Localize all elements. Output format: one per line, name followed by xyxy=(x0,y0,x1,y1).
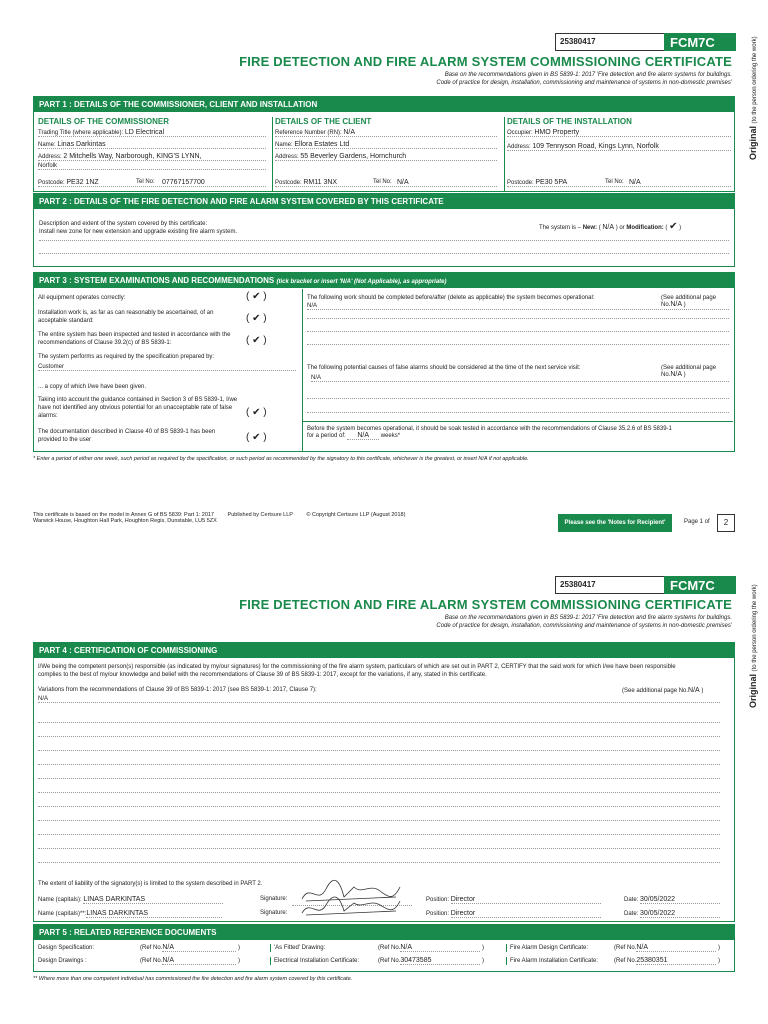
variations-line xyxy=(38,735,720,737)
false-line xyxy=(307,397,729,399)
client-ref[interactable]: N/A xyxy=(343,129,356,136)
description-value[interactable]: Install new zone for new extension and upgrade existing fire alarm system. xyxy=(39,229,238,235)
installation-postcode-label: Postcode: xyxy=(507,180,534,186)
side-note: (to the person ordering the work) xyxy=(752,36,758,124)
description-line xyxy=(39,252,729,254)
part3-checklist xyxy=(38,291,300,451)
reference-item: Design Specification: (Ref No.N/A ) xyxy=(38,944,241,951)
ref-no-label: (Ref No. xyxy=(614,945,637,951)
position-label: Position: xyxy=(426,911,450,917)
position-value[interactable]: Director xyxy=(451,896,601,904)
commissioner-tel[interactable]: 07767157700 xyxy=(162,179,205,186)
footer-published: Published by Certsure LLP xyxy=(227,512,293,518)
part3-heading-text: PART 3 : SYSTEM EXAMINATIONS AND RECOMMENDATIONS xyxy=(39,276,275,285)
client-ref-label: Reference Number (RN): xyxy=(275,130,342,136)
work-line xyxy=(307,330,729,332)
check-tick[interactable]: ✔ xyxy=(252,432,261,443)
reference-label: Fire Alarm Design Certificate: xyxy=(510,945,589,951)
signature-2-image[interactable] xyxy=(296,895,406,921)
installation-postcode[interactable]: PE30 5PA xyxy=(535,179,568,186)
commissioner-address-1[interactable]: 2 Mitchells Way, Narborough, KING'S LYNN, xyxy=(63,153,202,160)
statement-line-2: complies to the best of my/our knowledge and belief with the recommendations of Clause 39 of BS 5839-1: 2017, except for the variations, if any, stated in this certificate. xyxy=(38,672,487,678)
work-page-ref: (See additional page No.N/A ) xyxy=(661,295,717,308)
variations-line xyxy=(38,847,720,849)
footer xyxy=(33,512,453,524)
weeks-label: weeks* xyxy=(380,433,401,439)
variations-line xyxy=(38,791,720,793)
serial-number: 25380417 xyxy=(555,576,667,594)
commissioner-postcode[interactable]: PE32 1NZ xyxy=(66,179,99,186)
soak-test xyxy=(303,421,733,443)
part5-heading: PART 5 : RELATED REFERENCE DOCUMENTS xyxy=(34,925,734,940)
reference-label: Fire Alarm Installation Certificate: xyxy=(510,958,599,964)
subtitle xyxy=(272,614,732,630)
reference-label: 'As Fitted' Drawing: xyxy=(274,945,326,951)
date-1 xyxy=(624,896,720,904)
trading-label: Trading Title (where applicable): xyxy=(38,130,124,136)
false-page-value[interactable]: N/A xyxy=(670,371,683,378)
check-text: The documentation described in Clause 40 of BS 5839-1 has been provided to the user xyxy=(38,429,216,443)
commissioner-postcode-label: Postcode: xyxy=(38,180,65,186)
reference-item: Electrical Installation Certificate: (Ref No.30473585 ) xyxy=(270,957,498,965)
work-line xyxy=(307,343,729,345)
period-value[interactable]: N/A xyxy=(347,432,379,440)
client-address[interactable]: 55 Beverley Gardens, Hornchurch xyxy=(300,153,407,160)
installation-tel[interactable]: N/A xyxy=(629,179,641,186)
side-label xyxy=(748,584,758,708)
check-box[interactable]: ( ✔ ) xyxy=(246,291,267,302)
see-page-label: (See additional page No. xyxy=(661,295,717,308)
commissioner-name-label: Name: xyxy=(38,142,56,148)
variations-line xyxy=(38,805,720,807)
installation-tel-label: Tel No: xyxy=(605,179,624,185)
signature-2 xyxy=(260,910,287,916)
description-line xyxy=(39,239,729,241)
liability-statement: The extent of liability of the signatory(s) is limited to the system described in PART 2. xyxy=(38,881,263,887)
side-label xyxy=(748,36,758,160)
signature-label: Signature: xyxy=(260,896,288,902)
variations-line xyxy=(38,819,720,821)
variations-label: Variations from the recommendations of Clause 39 of BS 5839-1: 2017 (see BS 5839-1: 2017, Clause 7): xyxy=(38,687,317,693)
check-box[interactable]: ( ✔ ) xyxy=(246,335,267,346)
part5-section xyxy=(33,924,735,972)
position-1 xyxy=(426,896,601,904)
subtitle xyxy=(272,71,732,87)
subtitle-line-2: Code of practice for design, installation, commissioning and maintenance of systems in non-domestic premises' xyxy=(436,623,732,629)
reference-item: Fire Alarm Installation Certificate: (Ref No.25380351 ) xyxy=(506,957,734,965)
modification-label: Modification: xyxy=(626,225,664,231)
commissioner-address-2[interactable]: Norfolk xyxy=(38,163,266,170)
variations-page-ref: (See additional page No.N/A ) xyxy=(622,687,704,694)
subtitle-line-1: Base on the recommendations given in BS 5839-1: 2017 'Fire detection and fire alarm systems for buildings. xyxy=(444,72,732,78)
reference-label: Electrical Installation Certificate: xyxy=(274,958,360,964)
date-label: Date: xyxy=(624,897,639,903)
side-label-text: Original xyxy=(748,125,758,160)
false-alarm-label: The following potential causes of false alarms should be considered at the time of the next service visit: xyxy=(307,365,581,371)
date-2 xyxy=(624,910,720,918)
part4-heading: PART 4 : CERTIFICATION OF COMMISSIONING xyxy=(34,643,734,658)
side-label-text: Original xyxy=(748,673,758,708)
name-value[interactable]: LINAS DARKINTAS xyxy=(86,910,222,918)
statement-line-1: I/We being the competent person(s) responsible (as indicated by my/our signatures) for the commissioning of the fire alarm system, particulars of which are set out in PART 2, CERTIFY that the said work for which I/we have been responsible xyxy=(38,664,676,670)
check-text: The system performs as required by the specification prepared by: xyxy=(38,354,215,360)
page-label: Page 1 of xyxy=(684,519,710,525)
or-label: or xyxy=(619,225,625,231)
footnote-signatories: ** Where more than one competent individual has commissioned the fire detection and fire alarm system covered by this certificate. xyxy=(33,976,353,982)
client-tel-label: Tel No: xyxy=(373,179,392,185)
part3-heading-note: (tick bracket or insert 'N/A' (Not Applicable), as appropriate) xyxy=(276,279,447,285)
work-value[interactable]: N/A xyxy=(307,303,729,310)
footer-address: Warwick House, Houghton Hall Park, Houghton Regis, Dunstable, LU5 5ZX xyxy=(33,518,217,524)
false-line xyxy=(307,411,729,413)
work-page-value[interactable]: N/A xyxy=(670,301,683,308)
reference-label: Design Specification: xyxy=(38,945,95,951)
installation-details xyxy=(504,117,735,191)
occupier-value[interactable]: HMO Property xyxy=(534,129,580,136)
part1-section xyxy=(33,96,735,192)
reference-value[interactable]: 30473585 xyxy=(400,957,480,965)
form-code: FCM7C xyxy=(664,576,736,594)
footnote-period: * Enter a period of either one week, such period as required by the specification, or such period as recommended by the signatory to this certificate, whichever is the greatest, or insert N/A if not applicable. xyxy=(33,456,529,462)
page-title: FIRE DETECTION AND FIRE ALARM SYSTEM COMMISSIONING CERTIFICATE xyxy=(239,54,732,69)
part3-section xyxy=(33,272,735,452)
commissioner-heading: DETAILS OF THE COMMISSIONER xyxy=(38,117,169,126)
reference-label: Design Drawings : xyxy=(38,958,87,964)
position-2 xyxy=(426,910,601,918)
signature-1 xyxy=(260,896,287,902)
variations-line xyxy=(38,777,720,779)
page-total: 2 xyxy=(717,514,735,532)
modification-tick[interactable]: ✔ xyxy=(669,221,678,232)
client-details xyxy=(272,117,501,191)
serial-number: 25380417 xyxy=(555,33,667,51)
client-name[interactable]: Ellora Estates Ltd xyxy=(294,141,350,148)
false-page-ref: (See additional page No.N/A ) xyxy=(661,365,717,378)
client-tel[interactable]: N/A xyxy=(397,179,409,186)
notes-for-recipient-button[interactable]: Please see the 'Notes for Recipient' xyxy=(558,514,672,532)
subtitle-line-2: Code of practice for design, installation, commissioning and maintenance of systems in non-domestic premises' xyxy=(436,80,732,86)
variations-line xyxy=(38,861,720,863)
variations-line xyxy=(38,749,720,751)
installation-address[interactable]: 109 Tennyson Road, Kings Lynn, Norfolk xyxy=(532,143,659,150)
installation-heading: DETAILS OF THE INSTALLATION xyxy=(507,117,632,126)
copy-given-text: ... a copy of which I/we have been given. xyxy=(38,384,147,390)
position-value[interactable]: Director xyxy=(451,910,601,918)
reference-value[interactable]: 25380351 xyxy=(636,957,716,965)
page-title: FIRE DETECTION AND FIRE ALARM SYSTEM COMMISSIONING CERTIFICATE xyxy=(239,597,732,612)
new-label: New: xyxy=(582,225,598,231)
part1-heading: PART 1 : DETAILS OF THE COMMISSIONER, CLIENT AND INSTALLATION xyxy=(34,97,734,112)
system-is-label: The system is – xyxy=(539,225,582,231)
commissioner-address-label: Address: xyxy=(38,154,62,160)
occupier-label: Occupier: xyxy=(507,130,533,136)
date-value[interactable]: 30/05/2022 xyxy=(640,910,720,918)
side-note: (to the person ordering the work) xyxy=(752,584,758,672)
ref-no-label: (Ref No. xyxy=(378,945,401,951)
date-value[interactable]: 30/05/2022 xyxy=(640,896,720,904)
description-label: Description and extent of the system covered by this certificate: xyxy=(39,221,208,227)
check-text: Taking into account the guidance contained in Section 3 of BS 5839-1, I/we have not identified any obvious potential for an unacceptable rate of false alarms: xyxy=(38,397,238,419)
signatory-2-name xyxy=(38,910,244,918)
client-name-label: Name: xyxy=(275,142,293,148)
reference-value[interactable]: N/A xyxy=(400,944,480,952)
certification-statement xyxy=(38,663,732,679)
check-tick[interactable]: ✔ xyxy=(252,335,261,346)
signatory-1-name xyxy=(38,896,244,904)
ref-no-label: (Ref No. xyxy=(140,945,163,951)
signature-label: Signature: xyxy=(260,910,288,916)
check-text: The entire system has been inspected and tested in accordance with the recommendations of Clause 39.2(c) of BS 5839-1: xyxy=(38,332,231,346)
name-value[interactable]: LINAS DARKINTAS xyxy=(83,896,223,904)
footer-copyright: © Copyright Certsure LLP (August 2018) xyxy=(306,512,406,518)
work-label: The following work should be completed before/after (delete as applicable) the system becomes operational: xyxy=(307,295,595,301)
part4-section xyxy=(33,642,735,922)
system-type: The system is – New: ( N/A ) or Modification: ( ✔ ) xyxy=(539,221,682,232)
see-page-label: (See additional page No. xyxy=(622,688,689,694)
check-tick[interactable]: ✔ xyxy=(252,291,261,302)
part2-heading: PART 2 : DETAILS OF THE FIRE DETECTION AND FIRE ALARM SYSTEM COVERED BY THIS CERTIFICATE xyxy=(34,194,734,209)
reference-value[interactable]: N/A xyxy=(162,944,236,952)
see-page-label: (See additional page No. xyxy=(661,365,717,378)
check-text: Installation work is, as far as can reasonably be ascertained, of an acceptable standard: xyxy=(38,310,214,324)
name-label: Name (capitals)**: xyxy=(38,911,87,917)
work-line xyxy=(307,317,729,319)
client-heading: DETAILS OF THE CLIENT xyxy=(275,117,372,126)
commissioner-name[interactable]: Linas Darkintas xyxy=(57,141,106,148)
reference-value[interactable]: N/A xyxy=(636,944,716,952)
variations-line xyxy=(38,721,720,723)
check-tick[interactable]: ✔ xyxy=(252,313,261,324)
ref-no-label: (Ref No. xyxy=(140,958,163,964)
subtitle-line-1: Base on the recommendations given in BS 5839-1: 2017 'Fire detection and fire alarm systems for buildings. xyxy=(444,615,732,621)
reference-item: Design Drawings : (Ref No.N/A ) xyxy=(38,957,241,964)
part3-recommendations xyxy=(302,289,733,451)
variations-line xyxy=(38,763,720,765)
variations-line xyxy=(38,833,720,835)
reference-item: Fire Alarm Design Certificate: (Ref No.N/A ) xyxy=(506,944,734,952)
name-label: Name (capitals): xyxy=(38,897,82,903)
reference-item: 'As Fitted' Drawing: (Ref No.N/A ) xyxy=(270,944,498,952)
client-postcode[interactable]: RM11 3NX xyxy=(303,179,338,186)
period-label: for a period of: xyxy=(307,433,346,439)
client-postcode-label: Postcode: xyxy=(275,180,302,186)
part2-section xyxy=(33,193,735,267)
ref-no-label: (Ref No. xyxy=(378,958,401,964)
client-address-label: Address: xyxy=(275,154,299,160)
reference-value[interactable]: N/A xyxy=(162,957,236,965)
check-box[interactable]: ( ✔ ) xyxy=(246,313,267,324)
check-box[interactable]: ( ✔ ) xyxy=(246,407,267,418)
specification-by[interactable]: Customer xyxy=(38,364,296,371)
ref-no-label: (Ref No. xyxy=(614,958,637,964)
commissioner-details xyxy=(38,117,266,186)
installation-address-label: Address: xyxy=(507,144,531,150)
check-box[interactable]: ( ✔ ) xyxy=(246,432,267,443)
footer-based: This certificate is based on the model in Annex G of BS 5839: Part 1: 2017 xyxy=(33,512,214,518)
variations-value[interactable]: N/A xyxy=(38,696,720,703)
check-tick[interactable]: ✔ xyxy=(252,407,261,418)
form-code: FCM7C xyxy=(664,33,736,51)
date-label: Date: xyxy=(624,911,639,917)
commissioner-tel-label: Tel No: xyxy=(136,179,155,185)
new-value[interactable]: N/A xyxy=(602,224,615,231)
position-label: Position: xyxy=(426,897,450,903)
part3-heading xyxy=(34,273,734,288)
variations-page-value[interactable]: N/A xyxy=(688,687,700,694)
trading-value[interactable]: LD Electrical xyxy=(124,129,165,136)
check-text: All equipment operates correctly: xyxy=(38,295,126,301)
false-alarm-value[interactable]: N/A xyxy=(311,375,729,382)
soak-label: Before the system becomes operational, it should be soak tested in accordance with the recommendations of Clause 35.2.6 of BS 5839-1 xyxy=(307,426,672,432)
